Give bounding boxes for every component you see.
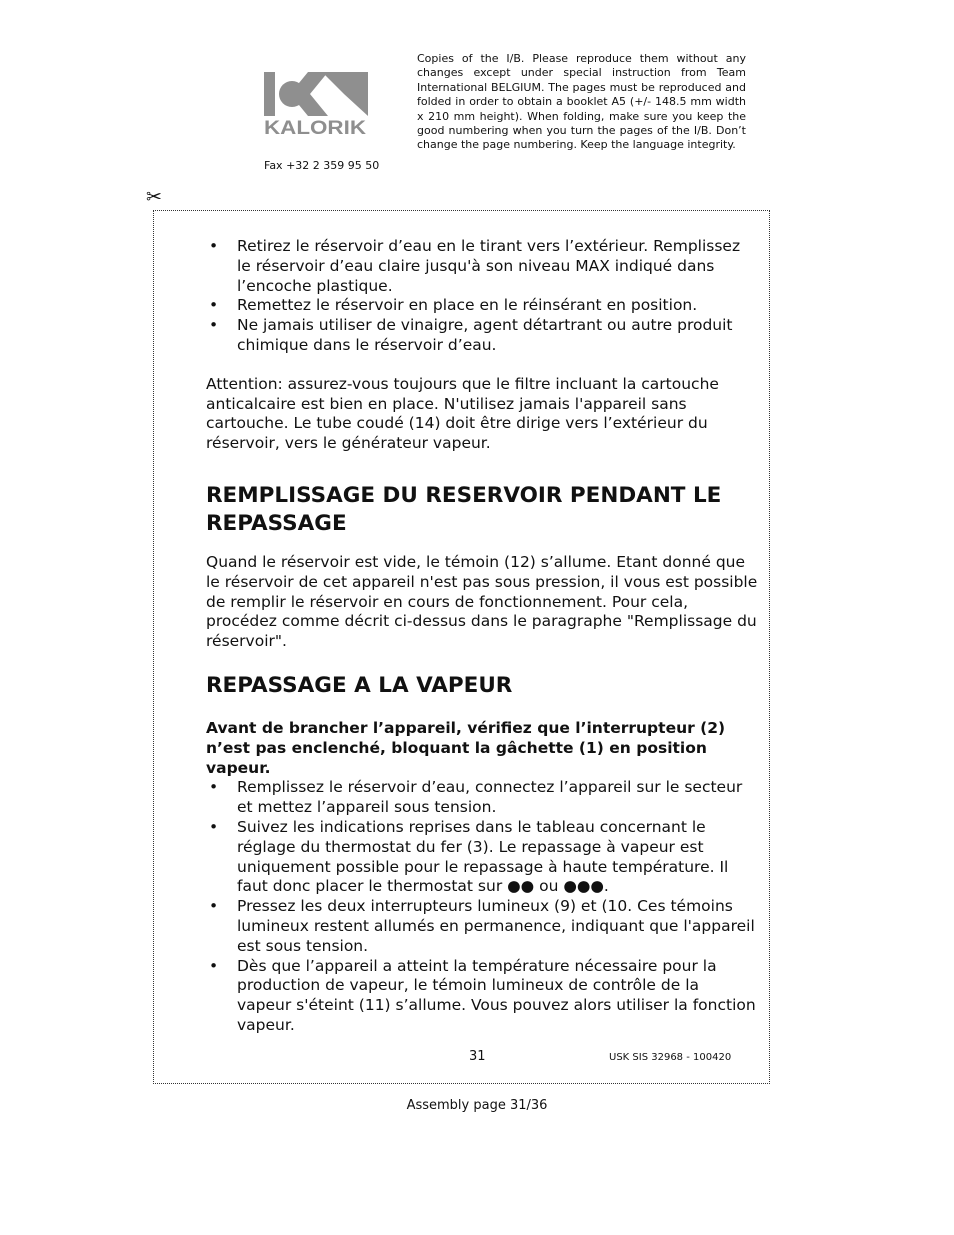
remplissage-paragraph: Quand le réservoir est vide, le témoin (12) s’allume. Etant donné que le réservoir de cet appareil n'est pas sous pression, il vous est possible de remplir le réservoir en cours de fonctionnement. Pour cela, procédez comme décrit ci-dessus dans le paragraphe "Remplissage du réservoir". <box>206 552 758 651</box>
warning-paragraph: Avant de brancher l’appareil, vérifiez que l’interrupteur (2) n’est pas enclenché, bloquant la gâchette (1) en position vapeur. <box>206 718 726 777</box>
heading-remplissage: REMPLISSAGE DU RESERVOIR PENDANT LE REPASSAGE <box>206 482 722 536</box>
bullet-list-2 <box>206 778 758 1035</box>
list-item: • Pressez les deux interrupteurs lumineux (9) et (10. Ces témoins lumineux restent allumés en permanence, indiquant que l'appareil est sous tension. <box>209 897 755 955</box>
list-item: • Suivez les indications reprises dans le tableau concernant le réglage du thermostat du fer (3). Le repassage à vapeur est uniquement possible pour le repassage à haute température. Il faut donc placer le thermostat sur ●● ou ●●●. <box>209 817 729 896</box>
bullet-icon: • <box>209 897 219 916</box>
list-item: • Ne jamais utiliser de vinaigre, agent détartrant ou autre produit chimique dans le réservoir d’eau. <box>209 316 733 354</box>
fax-number: Fax +32 2 359 95 50 <box>264 159 380 172</box>
bullet-icon: • <box>209 817 219 836</box>
bullet-icon: • <box>209 237 219 255</box>
heading-repassage-vapeur: REPASSAGE A LA VAPEUR <box>206 672 513 698</box>
assembly-page-label: Assembly page 31/36 <box>406 1098 548 1113</box>
bullet-icon: • <box>209 296 219 315</box>
page-number: 31 <box>469 1049 486 1064</box>
bullet-icon: • <box>209 956 219 975</box>
list-item: • Dès que l’appareil a atteint la température nécessaire pour la production de vapeur, le témoin lumineux de contrôle de la vapeur s'éteint (11) s’allume. Vous pouvez alors utiliser la fonction vapeur. <box>209 956 756 1034</box>
attention-paragraph: Attention: assurez-vous toujours que le filtre incluant la cartouche anticalcaire est bien en place. N'utilisez jamais l'appareil sans cartouche. Le tube coudé (14) doit être dirige vers l’extérieur du réservoir, vers le générateur vapeur. <box>206 374 719 453</box>
scissors-icon: ✂ <box>146 186 162 208</box>
list-item: • Retirez le réservoir d’eau en le tirant vers l’extérieur. Remplissez le réservoir d’eau claire jusqu'à son niveau MAX indiqué dans l’encoche plastique. <box>209 237 741 295</box>
list-item: • Remplissez le réservoir d’eau, connectez l’appareil sur le secteur et mettez l’appareil sous tension. <box>209 778 743 817</box>
page-content <box>206 237 758 1036</box>
kalorik-logo <box>264 72 368 138</box>
bullet-icon: • <box>209 778 219 797</box>
print-instructions: Copies of the I/B. Please reproduce them without any changes except under special instruction from Team International BELGIUM. The pages must be reproduced and folded in order to obtain a booklet A5 (+/- 148.5 mm width x 210 mm height). When folding, make sure you keep the good numbering when you turn the pages of the I/B. Don’t change the page numbering. Keep the language integrity. <box>417 52 746 152</box>
document-code: USK SIS 32968 - 100420 <box>609 1052 732 1063</box>
bullet-icon: • <box>209 316 219 335</box>
bullet-list-1 <box>206 237 758 356</box>
list-item: • Remettez le réservoir en place en le réinsérant en position. <box>209 296 698 315</box>
logo-text: KALORIK <box>264 118 367 138</box>
